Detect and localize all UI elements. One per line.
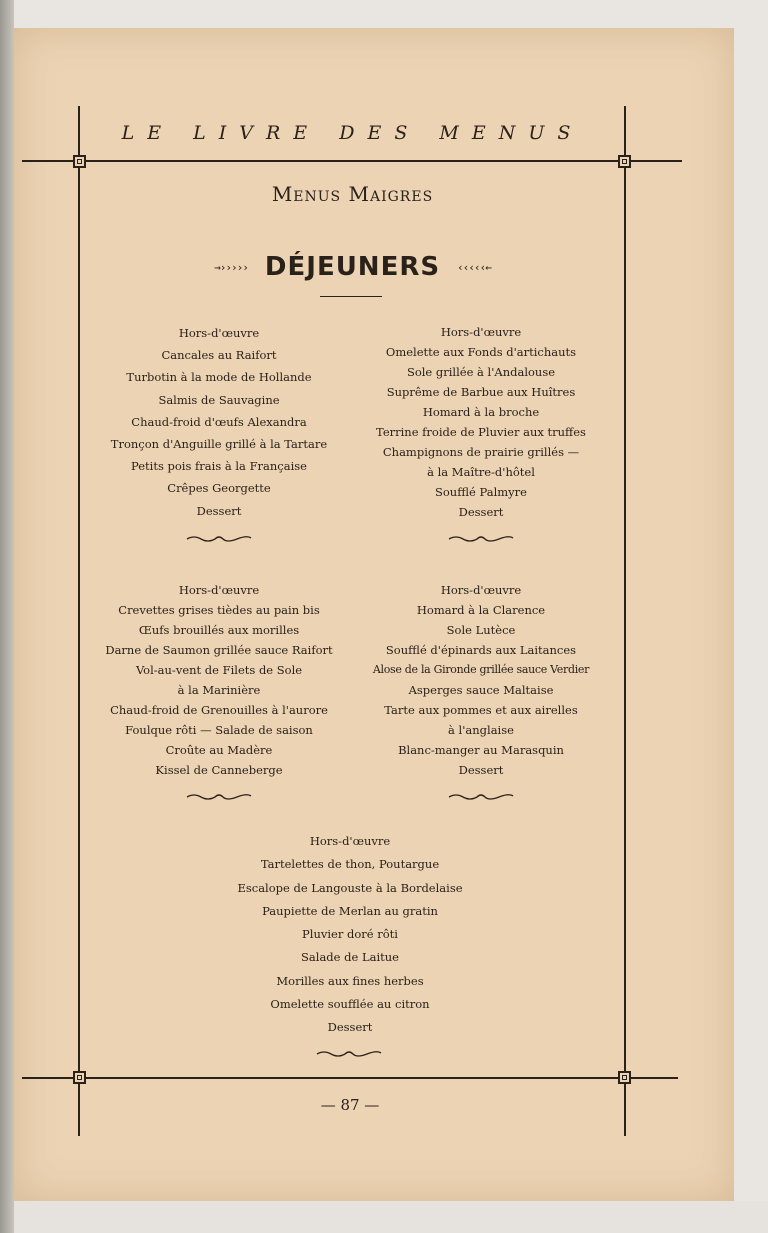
menu-item: Œufs brouillés aux morilles xyxy=(138,623,300,637)
menu-item: Hors-d'œuvre xyxy=(440,583,522,597)
menu-item: Cancales au Raifort xyxy=(161,348,277,363)
menu-block xyxy=(200,830,500,1040)
menu-item: Dessert xyxy=(196,503,242,518)
menu-item: à la Marinière xyxy=(177,683,261,697)
menu-item: Salade de Laitue xyxy=(301,950,399,965)
menu-item: Foulque rôti — Salade de saison xyxy=(125,723,313,737)
menu-item: Croûte au Madère xyxy=(165,743,273,757)
menu-item: Soufflé Palmyre xyxy=(435,485,527,499)
menu-item: Crevettes grises tièdes au pain bis xyxy=(118,603,320,617)
menu-item: Salmis de Sauvagine xyxy=(158,392,280,407)
flourish-icon xyxy=(316,1048,382,1058)
menu-item: Hors-d'œuvre xyxy=(178,326,260,340)
menu-item: Homard à la Clarence xyxy=(416,603,546,617)
arrow-right-icon: ‹‹‹‹‹← xyxy=(457,260,491,274)
frame-top-rule xyxy=(22,160,682,162)
flourish-icon xyxy=(186,533,252,543)
corner-ornament-icon xyxy=(618,1071,631,1084)
subsection-title: DÉJEUNERS xyxy=(264,252,441,282)
menu-item: Dessert xyxy=(458,505,504,519)
menu-item: Dessert xyxy=(458,763,504,777)
scan-edge xyxy=(0,0,14,1233)
frame-bottom-rule xyxy=(22,1077,678,1079)
menu-item: Vol-au-vent de Filets de Sole xyxy=(135,663,303,677)
menu-item: Chaud-froid d'œufs Alexandra xyxy=(131,414,307,429)
menu-item: Suprême de Barbue aux Huîtres xyxy=(386,385,576,399)
menu-item: Terrine froide de Pluvier aux truffes xyxy=(376,425,586,439)
menu-item: Soufflé d'épinards aux Laitances xyxy=(385,643,577,657)
arrow-left-icon: →››››› xyxy=(214,260,248,274)
menu-item: Hors-d'œuvre xyxy=(178,583,260,597)
menu-item: Homard à la broche xyxy=(422,405,540,419)
menu-item: Omelette aux Fonds d'artichauts xyxy=(385,345,577,359)
menu-item: à la Maître-d'hôtel xyxy=(427,465,535,479)
menu-item: Escalope de Langouste à la Bordelaise xyxy=(237,880,463,895)
menu-block xyxy=(96,322,342,522)
menu-item: Alose de la Gironde grillée sauce Verdier xyxy=(372,663,590,676)
menu-block xyxy=(92,580,346,780)
menu-item: Blanc-manger au Marasquin xyxy=(398,743,564,757)
menu-item: Asperges sauce Maltaise xyxy=(408,683,554,697)
menu-item: Hors-d'œuvre xyxy=(309,834,391,848)
menu-item: Sole Lutèce xyxy=(446,623,516,637)
menu-item: Darne de Saumon grillée sauce Raifort xyxy=(105,643,333,657)
menu-item: Dessert xyxy=(327,1020,373,1035)
menu-item: Hors-d'œuvre xyxy=(440,325,522,339)
menu-item: Turbotin à la mode de Hollande xyxy=(126,370,312,385)
divider xyxy=(320,296,382,297)
menu-block xyxy=(358,322,604,522)
menu-item: Omelette soufflée au citron xyxy=(270,997,430,1012)
menu-item: Tronçon d'Anguille grillé à la Tartare xyxy=(110,437,328,452)
menu-item: Morilles aux fines herbes xyxy=(276,973,424,988)
menu-item: Crêpes Georgette xyxy=(167,481,271,496)
flourish-icon xyxy=(448,791,514,801)
menu-item: Chaud-froid de Grenouilles à l'aurore xyxy=(110,703,328,717)
corner-ornament-icon xyxy=(73,155,86,168)
corner-ornament-icon xyxy=(618,155,631,168)
menu-item: Paupiette de Merlan au gratin xyxy=(262,903,438,918)
menu-item: Tartelettes de thon, Poutargue xyxy=(260,857,440,872)
menu-block xyxy=(356,580,606,780)
page-number: — 87 — xyxy=(320,1096,380,1114)
menu-item: Sole grillée à l'Andalouse xyxy=(406,365,556,379)
menu-item: Champignons de prairie grillés — xyxy=(382,445,580,459)
corner-ornament-icon xyxy=(73,1071,86,1084)
menu-item: Pluvier doré rôti xyxy=(302,927,398,942)
menu-item: à l'anglaise xyxy=(448,723,514,737)
flourish-icon xyxy=(448,533,514,543)
running-header: LE LIVRE DES MENUS xyxy=(121,122,584,144)
menu-item: Petits pois frais à la Française xyxy=(131,459,307,474)
menu-item: Tarte aux pommes et aux airelles xyxy=(384,703,578,717)
section-title: Menus Maigres xyxy=(271,182,434,206)
scan-background xyxy=(14,1201,768,1233)
flourish-icon xyxy=(186,791,252,801)
subsection-heading xyxy=(80,252,625,282)
menu-item: Kissel de Canneberge xyxy=(155,763,283,777)
